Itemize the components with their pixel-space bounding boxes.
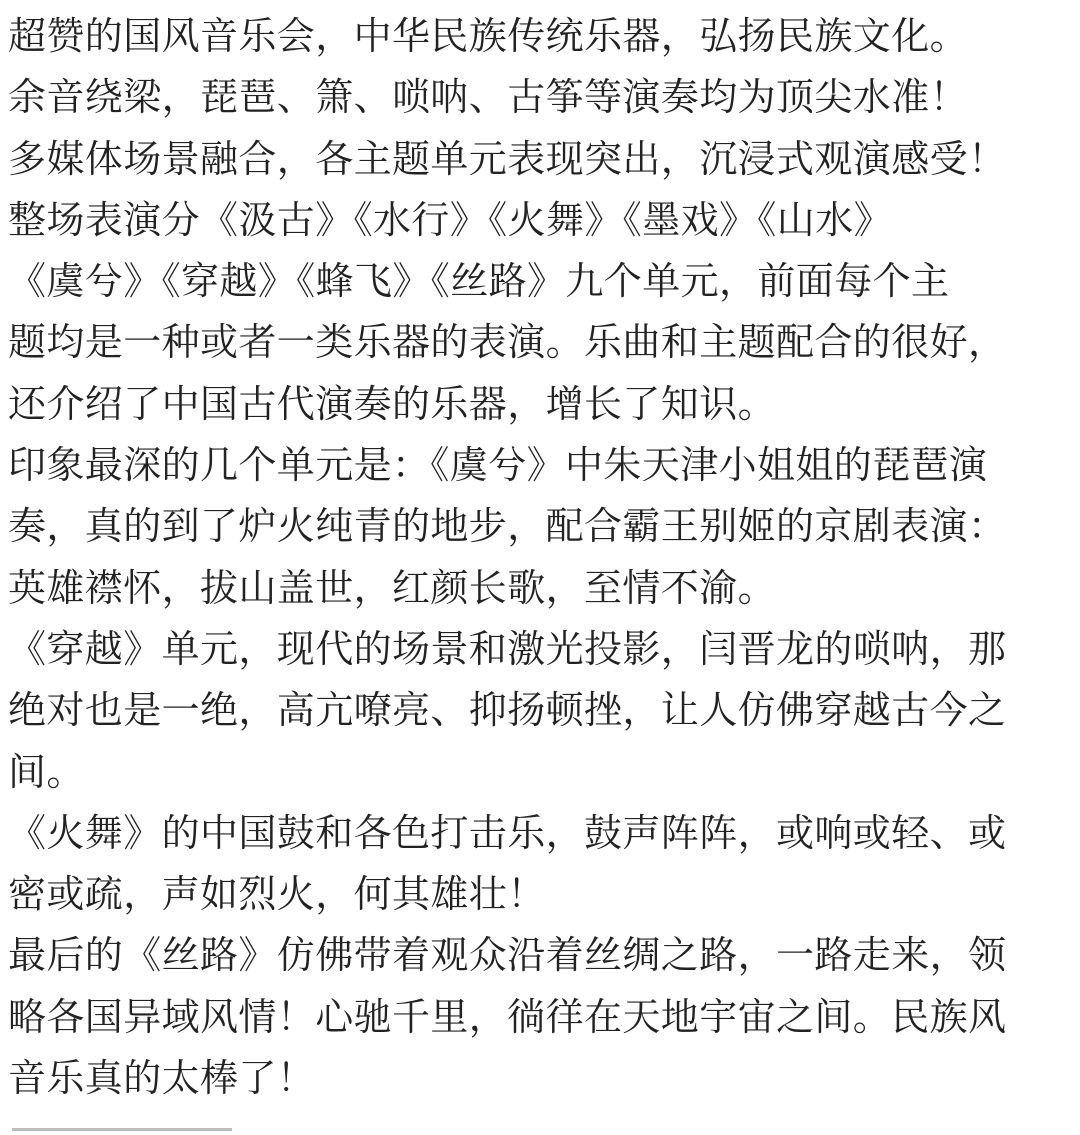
review-line: 题均是一种或者一类乐器的表演。乐曲和主题配合的很好， <box>8 320 1007 365</box>
review-line: 奏，真的到了炉火纯青的地步，配合霸王别姬的京剧表演： <box>8 504 1007 549</box>
review-line: 音乐真的太棒了！ <box>8 1056 316 1101</box>
review-line: 《火舞》的中国鼓和各色打击乐，鼓声阵阵，或响或轻、或 <box>8 810 1007 855</box>
review-line: 英雄襟怀，拔山盖世，红颜长歌，至情不渝。 <box>8 565 777 610</box>
review-line: 绝对也是一绝，高亢嘹亮、抑扬顿挫，让人仿佛穿越古今之 <box>8 688 1007 733</box>
review-line: 多媒体场景融合，各主题单元表现突出，沉浸式观演感受！ <box>8 136 1007 181</box>
cut-off-next-line-divider <box>12 1128 232 1135</box>
review-line: 最后的《丝路》仿佛带着观众沿着丝绸之路，一路走来，领 <box>8 933 1007 978</box>
review-line: 《穿越》单元，现代的场景和激光投影，闫晋龙的唢呐，那 <box>8 626 1007 671</box>
review-line: 印象最深的几个单元是：《虞兮》中朱天津小姐姐的琵琶演 <box>8 443 988 488</box>
review-line: 密或疏，声如烈火，何其雄壮！ <box>8 872 546 917</box>
review-line: 还介绍了中国古代演奏的乐器，增长了知识。 <box>8 381 777 426</box>
review-line: 余音绕梁，琵琶、箫、唢呐、古筝等演奏均为顶尖水准！ <box>8 75 969 120</box>
review-line: 间。 <box>8 749 85 794</box>
review-line: 整场表演分《汲古》《水行》《火舞》《墨戏》《山水》 <box>8 197 893 242</box>
review-line: 超赞的国风音乐会，中华民族传统乐器，弘扬民族文化。 <box>8 14 969 58</box>
review-line: 《虞兮》《穿越》《蜂飞》《丝路》九个单元，前面每个主 <box>8 259 950 304</box>
review-line: 略各国异域风情！心驰千里，徜徉在天地宇宙之间。民族风 <box>8 994 1007 1039</box>
